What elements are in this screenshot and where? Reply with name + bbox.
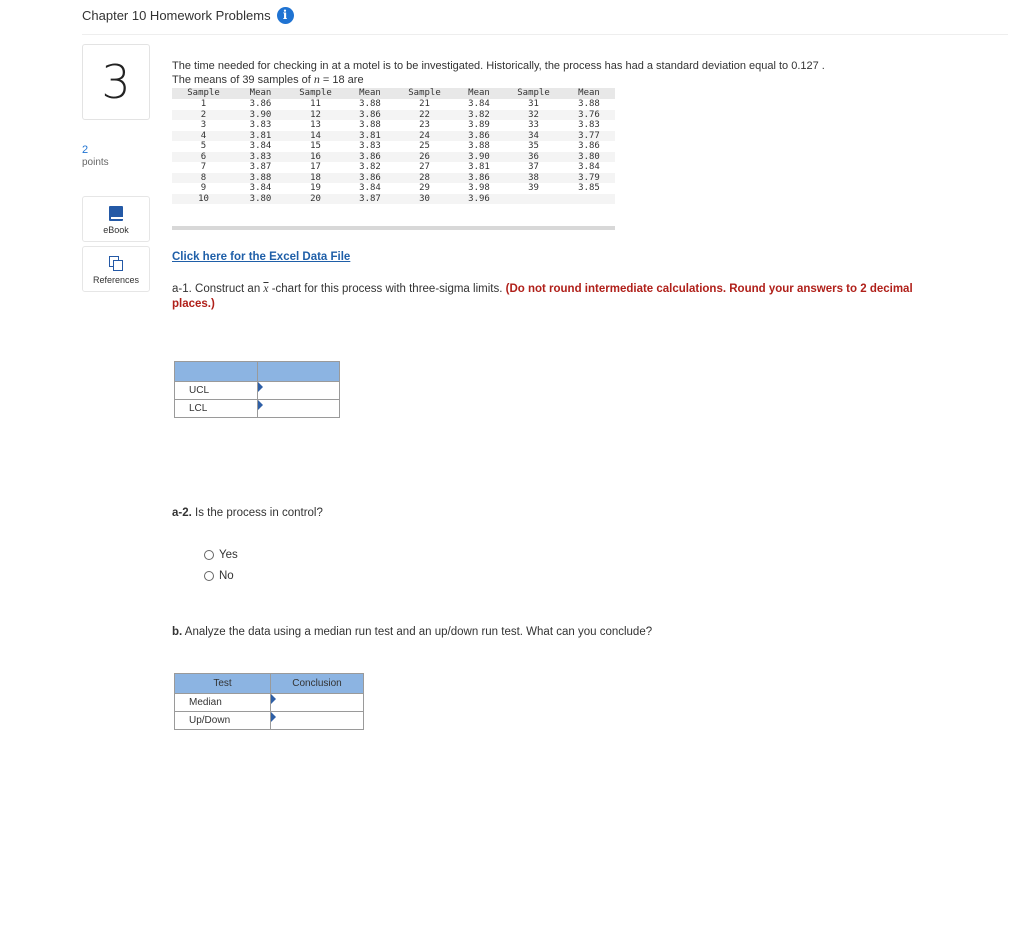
table-cell: 1	[200, 99, 207, 109]
table-bottom-bar	[172, 226, 615, 230]
table-cell: 33	[528, 120, 539, 130]
question-text-line1: The time needed for checking in at a motel is to be investigated. Historically, the process has had a standard deviation equal to 0.127 .	[172, 60, 825, 72]
table-row	[172, 194, 615, 205]
table-cell: 3.89	[468, 120, 490, 130]
lcl-cell	[258, 400, 340, 418]
ebook-button[interactable]	[82, 196, 150, 242]
table-cell: 37	[528, 162, 539, 172]
table-cell: 3.84	[249, 183, 272, 193]
table-header-cell	[258, 362, 340, 382]
lcl-label: LCL	[175, 400, 258, 418]
header-divider	[82, 34, 1008, 35]
table-cell: 11	[310, 99, 321, 109]
table-cell: 23	[419, 120, 430, 130]
table-cell: 3.84	[249, 141, 272, 151]
table-cell: 3.88	[359, 120, 381, 130]
points-value: 2	[82, 144, 89, 156]
table-cell: 22	[395, 110, 454, 121]
part-a2-prompt: a-2. Is the process in control?	[172, 507, 323, 519]
median-conclusion-input[interactable]	[271, 694, 363, 711]
info-icon[interactable]: i	[277, 7, 294, 24]
table-header-cell	[175, 362, 258, 382]
table-cell: 3.83	[235, 152, 286, 163]
table-cell: 3.82	[454, 110, 504, 121]
page-title: Chapter 10 Homework Problems	[82, 7, 271, 23]
table-cell: 21	[419, 99, 430, 109]
table-cell: 3.86	[578, 141, 600, 151]
part-a1-prompt: a-1. Construct an $\overline{x}$ -chart for this process with three-sigma limits. (Do not round intermediate calculations. Round your answers to 2 decimal places.)	[172, 283, 913, 310]
references-icon	[109, 256, 123, 271]
table-cell: 3.83	[578, 120, 600, 130]
table-cell: 39	[528, 183, 539, 193]
table-cell	[563, 194, 615, 205]
column-header: Sample	[172, 88, 235, 99]
table-cell: 3.88	[578, 99, 600, 109]
table-cell: 31	[528, 99, 539, 109]
lcl-input[interactable]	[258, 400, 339, 417]
column-header: Sample	[504, 88, 563, 99]
part-b-prompt: b. Analyze the data using a median run test and an up/down run test. What can you conclude?	[172, 626, 653, 638]
radio-button[interactable]	[204, 550, 214, 560]
table-row	[172, 152, 615, 163]
table-cell: 20	[286, 194, 345, 205]
radio-label: No	[219, 570, 234, 582]
table-cell: 29	[419, 183, 430, 193]
column-header: Mean	[235, 88, 286, 99]
table-cell: 3.86	[454, 173, 504, 184]
table-cell: 3.76	[563, 110, 615, 121]
control-limits-table	[174, 361, 340, 418]
column-header: Mean	[454, 88, 504, 99]
table-cell: 3.84	[578, 162, 600, 172]
table-cell: 18	[286, 173, 345, 184]
column-header: Sample	[286, 88, 345, 99]
table-cell: 3.85	[578, 183, 600, 193]
table-cell	[504, 194, 563, 205]
median-conclusion-cell	[271, 694, 364, 712]
table-cell: 3.84	[468, 99, 490, 109]
table-cell: 3.90	[454, 152, 504, 163]
table-cell: 19	[310, 183, 321, 193]
table-cell: 3.86	[345, 173, 395, 184]
table-cell: 3.87	[249, 162, 272, 172]
table-cell: 36	[504, 152, 563, 163]
test-header: Test	[175, 674, 271, 694]
xbar-symbol: $\overline{x}$	[263, 283, 269, 295]
table-cell: 15	[310, 141, 321, 151]
table-cell: 9	[200, 183, 207, 193]
rounding-instruction: (Do not round intermediate calculations. Round your answers to 2 decimal places.)	[172, 283, 913, 310]
table-cell: 13	[310, 120, 321, 130]
table-row	[172, 110, 615, 121]
table-row	[172, 120, 615, 131]
table-cell: 3.88	[468, 141, 490, 151]
table-cell: 5	[200, 141, 207, 151]
references-label: References	[92, 275, 140, 285]
question-number-box	[82, 44, 150, 120]
table-row	[172, 131, 615, 142]
table-cell: 10	[172, 194, 235, 205]
table-cell: 30	[395, 194, 454, 205]
median-label: Median	[175, 694, 271, 712]
ebook-label: eBook	[103, 225, 129, 235]
table-cell: 3.90	[235, 110, 286, 121]
table-cell: 3.83	[359, 141, 381, 151]
excel-data-link[interactable]: Click here for the Excel Data File	[172, 251, 351, 263]
table-cell: 3.88	[235, 173, 286, 184]
table-cell: 3.81	[468, 162, 490, 172]
table-cell: 3.88	[359, 99, 381, 109]
table-row	[172, 162, 615, 173]
table-row	[172, 173, 615, 184]
table-cell: 3.81	[345, 131, 395, 142]
table-cell: 34	[504, 131, 563, 142]
table-cell: 38	[504, 173, 563, 184]
run-test-table	[174, 673, 364, 730]
column-header: Sample	[395, 88, 454, 99]
table-row	[172, 183, 615, 194]
table-cell: 3.80	[563, 152, 615, 163]
header	[82, 4, 294, 26]
radio-option-no[interactable]	[204, 570, 234, 582]
sample-means-table	[172, 88, 615, 204]
table-cell: 3.80	[235, 194, 286, 205]
table-cell: 6	[172, 152, 235, 163]
table-header-row	[172, 88, 615, 99]
table-cell: 3.86	[345, 110, 395, 121]
ucl-input[interactable]	[258, 382, 339, 399]
table-cell: 17	[310, 162, 321, 172]
table-cell: 27	[419, 162, 430, 172]
table-cell: 12	[286, 110, 345, 121]
table-row	[172, 99, 615, 110]
table-cell: 25	[419, 141, 430, 151]
table-cell: 28	[395, 173, 454, 184]
table-cell: 3.86	[345, 152, 395, 163]
table-cell: 3.83	[249, 120, 272, 130]
table-cell: 3.77	[563, 131, 615, 142]
table-cell: 4	[172, 131, 235, 142]
references-button[interactable]	[82, 246, 150, 292]
column-header: Mean	[563, 88, 615, 99]
table-cell: 3.82	[359, 162, 381, 172]
table-cell: 35	[528, 141, 539, 151]
table-cell: 14	[286, 131, 345, 142]
ucl-label: UCL	[175, 382, 258, 400]
conclusion-header: Conclusion	[271, 674, 364, 694]
question-text-line2: The means of 39 samples of n = 18 are	[172, 72, 364, 86]
table-cell: 24	[395, 131, 454, 142]
table-cell: 8	[172, 173, 235, 184]
book-icon	[109, 206, 123, 221]
updown-conclusion-cell	[271, 712, 364, 730]
table-cell: 3.86	[454, 131, 504, 142]
table-cell: 3.87	[345, 194, 395, 205]
column-header: Mean	[345, 88, 395, 99]
table-cell: 3	[200, 120, 207, 130]
updown-conclusion-input[interactable]	[271, 712, 363, 729]
ucl-cell	[258, 382, 340, 400]
points-label: points	[82, 157, 109, 168]
table-cell: 2	[172, 110, 235, 121]
table-cell: 3.98	[468, 183, 490, 193]
updown-label: Up/Down	[175, 712, 271, 730]
table-cell: 3.86	[249, 99, 272, 109]
radio-label: Yes	[219, 549, 238, 561]
question-number: 3	[101, 55, 131, 109]
radio-option-yes[interactable]	[204, 549, 238, 561]
table-cell: 7	[200, 162, 207, 172]
table-cell: 3.81	[235, 131, 286, 142]
table-cell: 3.79	[563, 173, 615, 184]
table-cell: 16	[286, 152, 345, 163]
table-cell: 32	[504, 110, 563, 121]
table-cell: 3.96	[454, 194, 504, 205]
table-cell: 26	[395, 152, 454, 163]
table-cell: 3.84	[359, 183, 381, 193]
radio-button[interactable]	[204, 571, 214, 581]
question-text	[172, 60, 952, 87]
table-row	[172, 141, 615, 152]
